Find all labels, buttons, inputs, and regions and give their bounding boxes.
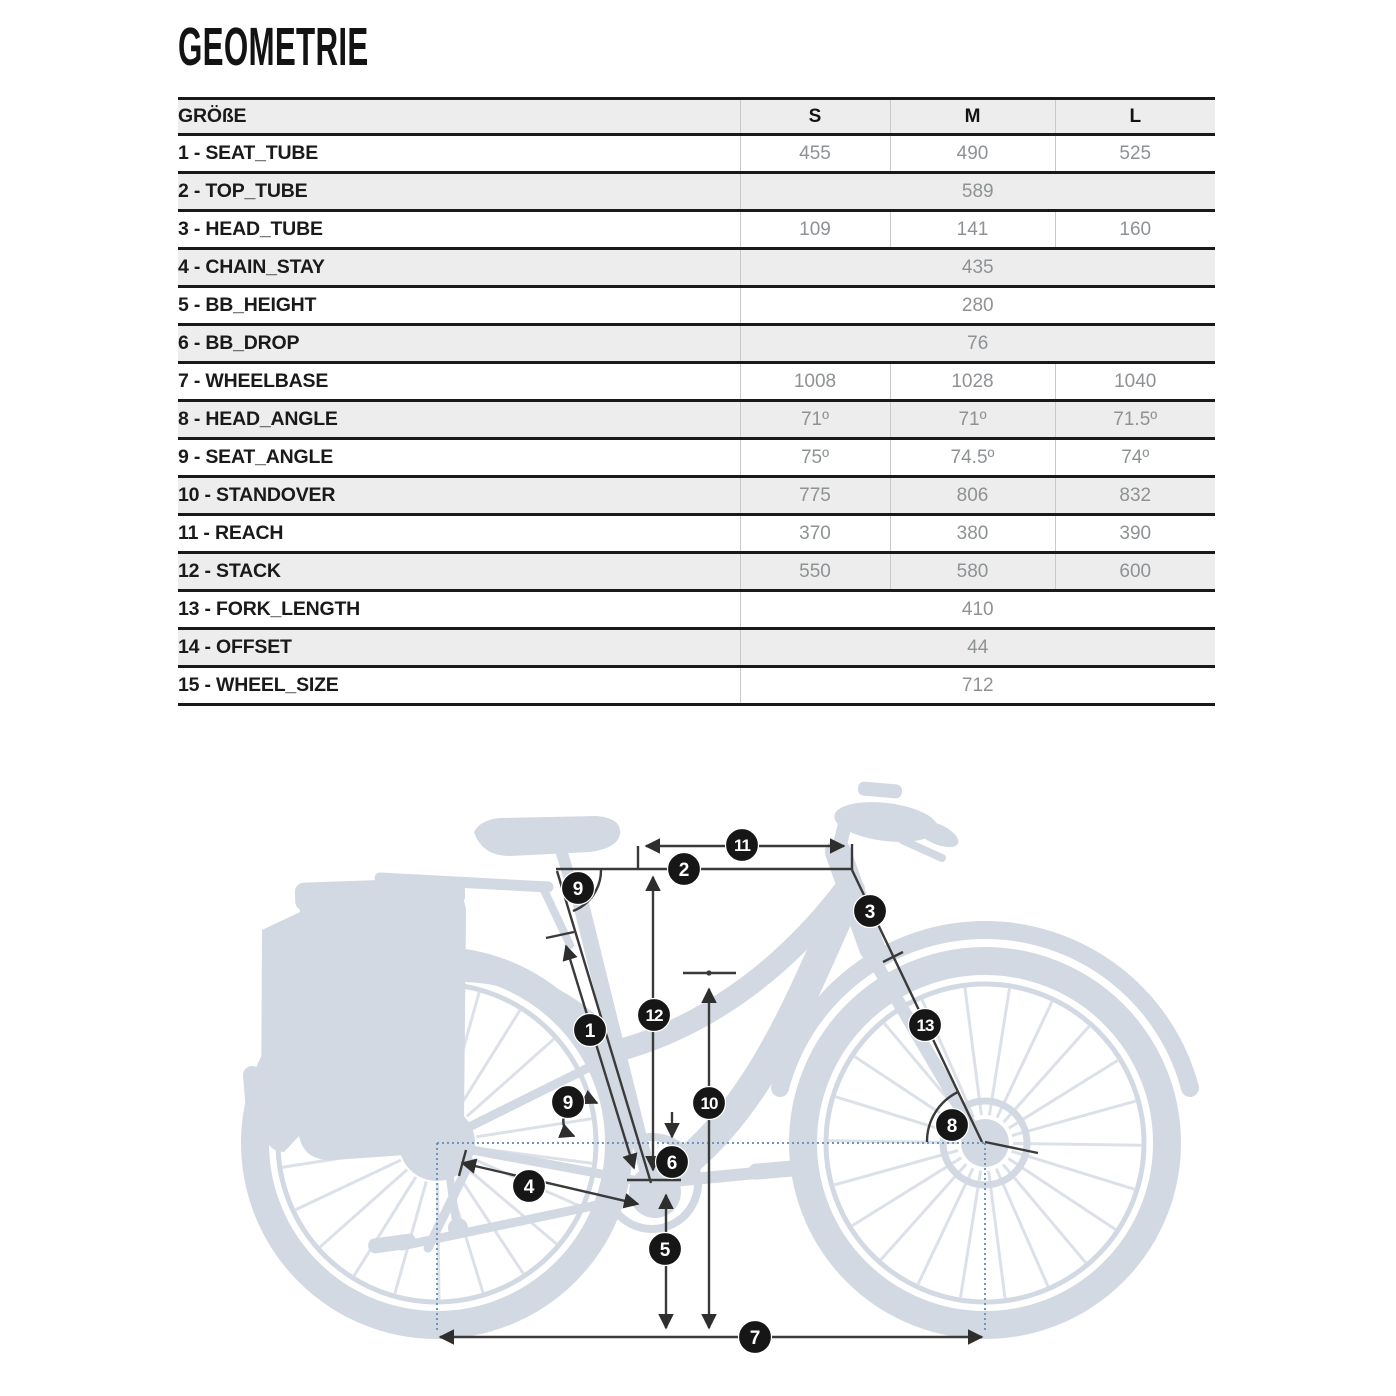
callout-7 [739,1321,772,1354]
value-s: 1008 [740,363,890,401]
value-l: 71.5º [1055,401,1215,439]
header-row [178,99,1215,135]
callout-number: 7 [749,1327,761,1349]
table-row [178,477,1215,515]
bike-geometry-diagram [0,780,1396,1396]
callout-9 [562,872,595,905]
callout-1 [574,1014,607,1047]
row-label: 12 - STACK [178,560,281,582]
wheel-spoke [1013,1143,1142,1145]
callout-number: 9 [562,1092,574,1114]
value-m: 141 [890,211,1055,249]
value-s: 455 [740,135,890,173]
value-m: 74.5º [890,439,1055,477]
row-label: 4 - CHAIN_STAY [178,256,325,278]
bike-silhouette [252,781,1190,1325]
row-label: 8 - HEAD_ANGLE [178,408,338,430]
callout-2 [668,853,701,886]
standover-tick-dot [706,970,711,975]
value-m: 1028 [890,363,1055,401]
derailleur-pulley [448,1218,468,1238]
callout-number: 11 [734,836,750,856]
table-row [178,553,1215,591]
value-s: 550 [740,553,890,591]
size-header-s: S [740,99,890,135]
value-l: 832 [1055,477,1215,515]
pannier-bag-rear [261,912,300,1152]
geometry-table-body [178,135,1215,705]
table-row [178,515,1215,553]
value-s: 775 [740,477,890,515]
pannier-bag [298,893,466,1160]
table-row [178,363,1215,401]
wheel-spoke [354,1177,416,1276]
callout-number: 10 [700,1094,718,1114]
value-s: 71º [740,401,890,439]
saddle [474,816,620,856]
size-header-l: L [1055,99,1215,135]
row-label: 7 - WHEELBASE [178,370,329,392]
table-row [178,173,1215,211]
wheel-spoke [965,987,982,1115]
value-all-sizes: 44 [740,629,1215,667]
wheel-spoke [295,1160,401,1210]
value-m: 380 [890,515,1055,553]
callout-number: 13 [916,1016,934,1036]
value-m: 806 [890,477,1055,515]
row-label: 3 - HEAD_TUBE [178,218,323,240]
row-label: 2 - TOP_TUBE [178,180,308,202]
callout-number: 8 [946,1115,958,1137]
page-title: GEOMETRIE [178,17,369,77]
value-l: 390 [1055,515,1215,553]
row-label: 15 - WHEEL_SIZE [178,674,339,696]
callout-13 [909,1009,942,1042]
wheel-spoke [458,1010,520,1109]
wheel-spoke [989,1171,1006,1299]
value-l: 525 [1055,135,1215,173]
row-label: 9 - SEAT_ANGLE [178,446,334,468]
display-unit [857,781,902,799]
wheel-spoke [1008,1158,1116,1229]
callout-6 [656,1146,689,1179]
table-row [178,325,1215,363]
table-row [178,211,1215,249]
wheel-spoke [1012,1101,1136,1136]
geometry-table [178,97,1215,706]
value-m: 490 [890,135,1055,173]
table-row [178,287,1215,325]
value-l: 600 [1055,553,1215,591]
value-l: 1040 [1055,363,1215,401]
table-row [178,249,1215,287]
callout-number: 2 [678,859,690,881]
wheel-spoke [852,1158,962,1226]
wheel-spoke [1012,1151,1135,1189]
table-row [178,629,1215,667]
row-label: 10 - STANDOVER [178,484,336,506]
callout-10 [693,1087,726,1120]
callout-9 [552,1086,585,1119]
size-header-m: M [890,99,1055,135]
callout-number: 4 [523,1176,535,1198]
callout-number: 6 [666,1152,678,1174]
callout-11 [726,829,759,862]
row-label: 6 - BB_DROP [178,332,300,354]
row-label: 14 - OFFSET [178,636,292,658]
value-all-sizes: 410 [740,591,1215,629]
row-label: 5 - BB_HEIGHT [178,294,317,316]
table-row [178,439,1215,477]
value-all-sizes: 589 [740,173,1215,211]
value-m: 580 [890,553,1055,591]
value-all-sizes: 435 [740,249,1215,287]
geometry-table-header [178,99,1215,135]
callout-4 [513,1170,546,1203]
table-row [178,591,1215,629]
callout-number: 9 [572,878,584,900]
rear-fender-flap [252,1075,258,1150]
wheel-spoke [477,1119,593,1137]
callout-number: 5 [659,1239,671,1261]
pannier-lid [295,877,466,911]
value-s: 370 [740,515,890,553]
table-row [178,667,1215,705]
table-row [178,401,1215,439]
value-all-sizes: 76 [740,325,1215,363]
callout-number: 3 [864,901,876,923]
callout-8 [936,1109,969,1142]
callout-number: 12 [645,1006,663,1026]
left-pedal [367,1233,417,1255]
callout-3 [854,895,887,928]
table-row [178,135,1215,173]
row-label: 1 - SEAT_TUBE [178,142,319,164]
value-l: 74º [1055,439,1215,477]
callout-12 [638,999,671,1032]
value-s: 109 [740,211,890,249]
callout-5 [649,1233,682,1266]
wheel-spoke [1009,1060,1119,1128]
row-label: 13 - FORK_LENGTH [178,598,361,620]
value-m: 71º [890,401,1055,439]
size-column-header: GRÖßE [178,105,247,127]
value-all-sizes: 280 [740,287,1215,325]
value-l: 160 [1055,211,1215,249]
wheel-spoke [834,1151,958,1186]
callout-number: 1 [584,1020,596,1042]
value-s: 75º [740,439,890,477]
value-all-sizes: 712 [740,667,1215,705]
row-label: 11 - REACH [178,522,284,544]
